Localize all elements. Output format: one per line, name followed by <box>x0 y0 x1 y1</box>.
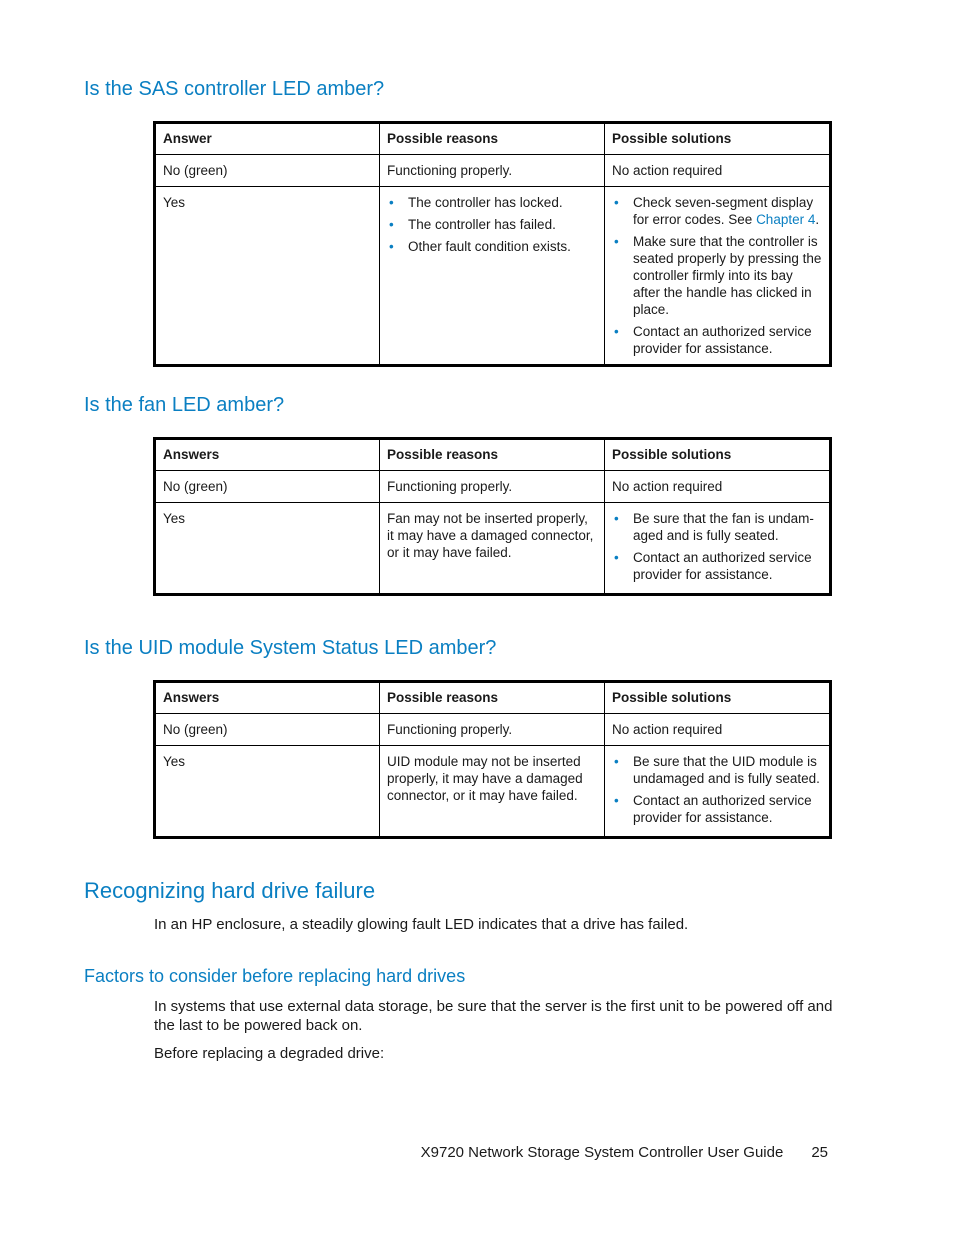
heading-sas-controller: Is the SAS controller LED amber? <box>84 78 385 100</box>
hard-drive-intro: In an HP enclosure, a steadily glowing fault LED indicates that a drive has failed. <box>154 916 689 933</box>
list-item: • Contact an authorized service provider for assistance. <box>612 323 822 357</box>
subheading-replacing-drives: Factors to consider before replacing hard drives <box>84 966 466 986</box>
column-header-solutions: Possible solutions <box>605 682 831 714</box>
table-header-row <box>155 439 831 471</box>
cell-answer: No (green) <box>155 714 380 746</box>
cell-solutions <box>605 503 831 595</box>
before-replacing-paragraph: Before replacing a degraded drive: <box>154 1045 385 1062</box>
list-item: • Make sure that the controller is seated properly by pressing the controller firmly into its bay after the handle has clicked in place. <box>612 233 822 318</box>
cell-solution: No action required <box>605 471 831 503</box>
table-row <box>155 471 831 503</box>
table-row <box>155 746 831 838</box>
page-number: 25 <box>811 1144 828 1161</box>
solutions-list <box>612 753 822 826</box>
list-item: • The controller has failed. <box>387 216 597 233</box>
cell-answer: Yes <box>155 187 380 366</box>
table-fan-led <box>153 437 832 596</box>
cell-answer: Yes <box>155 503 380 595</box>
column-header-answers: Answers <box>155 439 380 471</box>
column-header-solutions: Possible solutions <box>605 123 831 155</box>
list-item: • Contact an authorized service provider for assistance. <box>612 792 822 826</box>
table-header-row <box>155 682 831 714</box>
reasons-list <box>387 194 597 255</box>
cell-reason: Fan may not be inserted properly, it may have a damaged connector, or it may have failed. <box>380 503 605 595</box>
cell-reason: Functioning properly. <box>380 471 605 503</box>
chapter-4-link[interactable]: Chapter 4 <box>756 212 816 227</box>
table-row <box>155 503 831 595</box>
solutions-list <box>612 194 822 357</box>
solution-text: Check seven-segment display for error codes. See <box>633 195 814 227</box>
column-header-reasons: Possible reasons <box>380 682 605 714</box>
cell-reason: UID module may not be inserted properly, it may have a damaged connector, or it may have failed. <box>380 746 605 838</box>
column-header-reasons: Possible reasons <box>380 123 605 155</box>
cell-reasons <box>380 187 605 366</box>
cell-solutions <box>605 746 831 838</box>
column-header-reasons: Possible reasons <box>380 439 605 471</box>
cell-solution: No action required <box>605 714 831 746</box>
list-item: • Be sure that the UID module is undamaged and is fully seated. <box>612 753 822 787</box>
cell-solutions <box>605 187 831 366</box>
list-item: • Be sure that the fan is undam-aged and is fully seated. <box>612 510 822 544</box>
column-header-solutions: Possible solutions <box>605 439 831 471</box>
list-item <box>612 194 822 228</box>
table-uid-module <box>153 680 832 839</box>
table-row <box>155 155 831 187</box>
table-row <box>155 187 831 366</box>
cell-answer: Yes <box>155 746 380 838</box>
cell-reason: Functioning properly. <box>380 714 605 746</box>
heading-hard-drive-failure: Recognizing hard drive failure <box>84 878 376 903</box>
table-row <box>155 714 831 746</box>
list-item: • The controller has locked. <box>387 194 597 211</box>
solutions-list <box>612 510 822 583</box>
heading-uid-module: Is the UID module System Status LED amber? <box>84 637 497 659</box>
footer-guide-title: X9720 Network Storage System Controller User Guide <box>420 1144 784 1161</box>
cell-answer: No (green) <box>155 471 380 503</box>
cell-solution: No action required <box>605 155 831 187</box>
table-header-row <box>155 123 831 155</box>
solution-text-end: . <box>815 212 820 227</box>
cell-reason: Functioning properly. <box>380 155 605 187</box>
heading-fan-led: Is the fan LED amber? <box>84 394 285 416</box>
external-storage-paragraph: In systems that use external data storage, be sure that the server is the first unit to be powered off and the last to be powered back on. <box>154 998 833 1034</box>
table-sas-controller <box>153 121 832 367</box>
list-item: • Contact an authorized service provider for assistance. <box>612 549 822 583</box>
column-header-answers: Answers <box>155 682 380 714</box>
page-footer <box>300 1143 828 1162</box>
column-header-answer: Answer <box>155 123 380 155</box>
cell-answer: No (green) <box>155 155 380 187</box>
list-item: • Other fault condition exists. <box>387 238 597 255</box>
